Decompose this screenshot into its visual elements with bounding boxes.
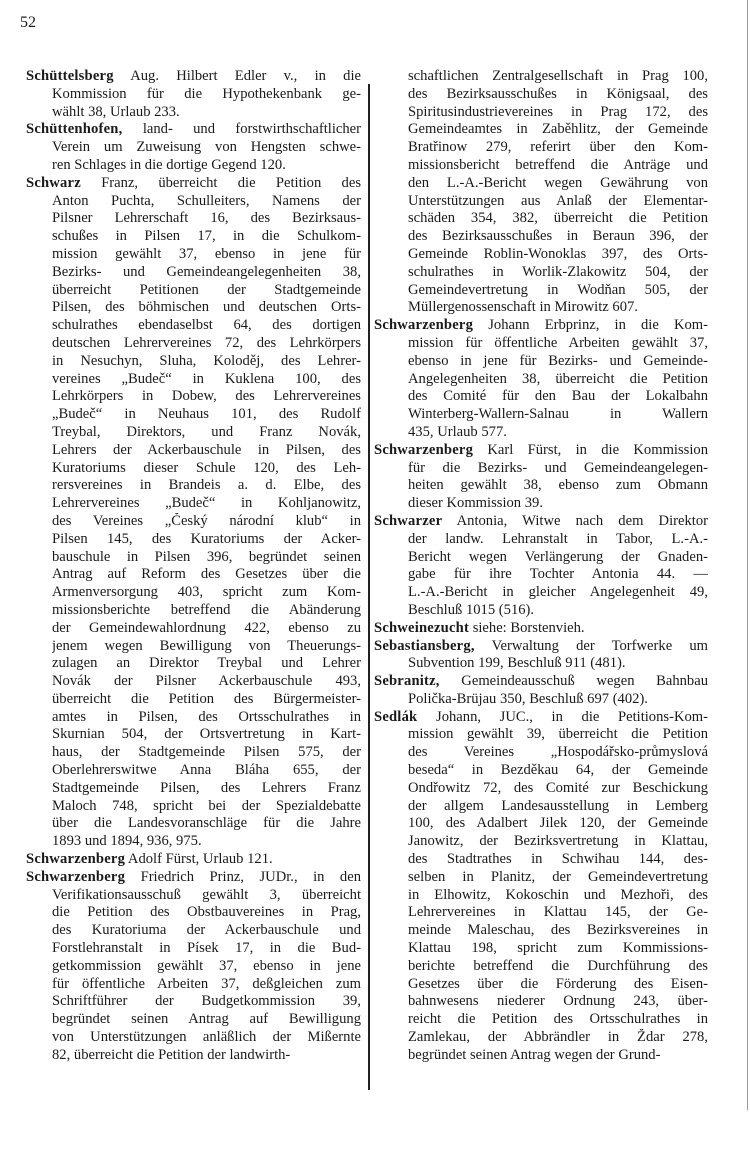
entry-line	[52, 904, 361, 922]
entry-text: Ondřowitz 72, des Comité zur Beschickung	[408, 779, 708, 796]
entry-line	[408, 869, 708, 887]
entry-line	[52, 1011, 361, 1029]
entry-line	[52, 335, 361, 353]
entry-text: begründet seinen Antrag wegen der Grund-	[408, 1046, 661, 1063]
entry-line	[52, 1047, 361, 1065]
column-divider	[368, 84, 370, 1090]
entry-line	[52, 513, 361, 531]
entry-text: wählt 38, Urlaub 233.	[52, 103, 180, 120]
entry-text: des Kuratoriuma der Ackerbauschule und	[52, 922, 361, 939]
entry-text: Verifikationsausschuß gewählt 3, überreicht	[52, 886, 361, 903]
entry-line	[408, 353, 708, 371]
entry-line	[408, 282, 708, 300]
index-column-right	[374, 68, 708, 1065]
entry-line	[408, 993, 708, 1011]
entry-line	[408, 371, 708, 389]
entry-text: Armenversorgung 403, spricht zum Kom-	[52, 584, 361, 601]
entry-line	[408, 584, 708, 602]
entry-text: Skurnian 504, der Ortsvertretung in Kart-	[52, 726, 361, 743]
entry-line	[52, 388, 361, 406]
entry-line	[52, 86, 361, 104]
entry-text: schulrathes in Worlik-Zlakowitz 504, der	[408, 263, 708, 280]
entry-line	[374, 513, 708, 531]
entry-line	[52, 228, 361, 246]
entry-line	[408, 193, 708, 211]
entry-line	[408, 175, 708, 193]
entry-headword: Schwarz	[26, 174, 81, 191]
entry-line	[374, 709, 708, 727]
entry-text: Franz, überreicht die Petition des	[101, 174, 361, 191]
entry-text: Zamlekau, der Abbrändler in Ždar 278,	[408, 1029, 708, 1046]
entry-text: reicht die Petition des Ortsschulrathes in	[408, 1011, 708, 1028]
entry-text: Müllergenossenschaft in Mirowitz 607.	[408, 299, 638, 316]
entry-line	[52, 691, 361, 709]
entry-line	[374, 620, 708, 638]
entry-line	[408, 68, 708, 86]
index-entry	[374, 673, 708, 709]
entry-line	[52, 442, 361, 460]
entry-text: mission für öffentliche Arbeiten gewählt 37,	[408, 334, 708, 351]
entry-line	[52, 531, 361, 549]
entry-line	[408, 139, 708, 157]
entry-headword: Schwarzenberg	[26, 868, 126, 885]
entry-headword: Schüttelsberg	[26, 68, 114, 84]
entry-line	[408, 549, 708, 567]
entry-line	[408, 495, 708, 513]
entry-text: für öffentliche Arbeiten 37, deßgleichen zum	[52, 975, 361, 992]
entry-line	[52, 139, 361, 157]
index-entry	[18, 851, 361, 869]
entry-text: 435, Urlaub 577.	[408, 423, 507, 440]
entry-headword: Schwarzer	[374, 512, 443, 529]
entry-headword: Sebastiansberg,	[374, 637, 475, 654]
entry-line	[52, 833, 361, 851]
entry-text: Johann Erbprinz, in die Kom-	[488, 317, 708, 334]
entry-line	[52, 246, 361, 264]
entry-text: des Bezirksausschußes in Königsaal, des	[408, 85, 708, 102]
entry-text: land- und forstwirthschaftlicher	[142, 121, 361, 138]
entry-line	[52, 620, 361, 638]
entry-line	[408, 904, 708, 922]
entry-line	[408, 798, 708, 816]
entry-line	[52, 993, 361, 1011]
entry-text: Antrag auf Reform des Gesetzes über die	[52, 566, 361, 583]
entry-text: jenem wegen Bewilligung von Theuerungs-	[52, 637, 361, 654]
index-entry	[18, 175, 361, 851]
entry-text: in Elhowitz, Kokoschin und Mezhoři, des	[408, 886, 708, 903]
entry-line	[408, 210, 708, 228]
entry-line	[52, 815, 361, 833]
entry-line	[52, 958, 361, 976]
entry-text: Aug. Hilbert Edler v., in die	[130, 68, 361, 84]
entry-text: die Petition des Obstbauvereines in Prag,	[52, 904, 361, 921]
entry-text: von Unterstützungen anläßlich der Mißernte	[52, 1029, 361, 1046]
entry-line	[408, 815, 708, 833]
entry-text: für die Bezirks- und Gemeindeangelegen-	[408, 459, 708, 476]
entry-line	[408, 460, 708, 478]
entry-text: vereines „Budeč“ in Kuklena 100, des	[52, 370, 361, 387]
entry-line	[52, 638, 361, 656]
entry-line	[374, 638, 708, 656]
entry-line	[52, 549, 361, 567]
index-entry	[374, 620, 708, 638]
entry-text: ren Schlages in die dortige Gegend 120.	[52, 156, 286, 173]
entry-text: 100, des Adalbert Jilek 120, der Gemeinde	[408, 815, 708, 832]
entry-text: deutschen Lehrervereines 72, des Lehrkörpers	[52, 334, 361, 351]
entry-headword: Schüttenhofen,	[26, 121, 123, 138]
entry-text: Lehrers der Ackerbauschule in Pilsen, des	[52, 441, 361, 458]
entry-line	[52, 264, 361, 282]
entry-line	[52, 940, 361, 958]
entry-text: des Comité für den Bau der Lokalbahn	[408, 388, 708, 405]
entry-text: Pilsen, des böhmischen und deutschen Orts-	[52, 299, 361, 316]
entry-line	[52, 495, 361, 513]
entry-line	[408, 157, 708, 175]
entry-text: der Gemeindewahlordnung 422, ebenso zu	[52, 619, 361, 636]
entry-line	[408, 602, 708, 620]
entry-line	[408, 1047, 708, 1065]
entry-line	[408, 104, 708, 122]
entry-line	[408, 246, 708, 264]
entry-text: dieser Kommission 39.	[408, 495, 543, 512]
entry-line	[52, 317, 361, 335]
entry-line	[52, 210, 361, 228]
index-entry	[374, 513, 708, 620]
entry-line	[408, 744, 708, 762]
entry-text: Kuratoriums dieser Schule 120, des Leh-	[52, 459, 361, 476]
entry-line	[52, 477, 361, 495]
entry-text: 1893 und 1894, 936, 975.	[52, 833, 202, 850]
entry-line	[408, 121, 708, 139]
entry-text: Gesetzes über die Förderung des Eisen-	[408, 975, 708, 992]
entry-text: siehe: Borstenvieh.	[472, 619, 585, 636]
entry-line	[408, 780, 708, 798]
entry-text: schulrathes ebendaselbst 64, des dortigen	[52, 317, 361, 334]
entry-line	[408, 833, 708, 851]
entry-text: Schriftführer der Budgetkommission 39,	[52, 993, 361, 1010]
entry-text: getkommission gewählt 37, ebenso in jene	[52, 957, 361, 974]
entry-text: in Nesuchyn, Sluha, Koloděj, des Lehrer-	[52, 352, 361, 369]
entry-line	[408, 958, 708, 976]
entry-text: beseda“ in Bezděkau 64, der Gemeinde	[408, 762, 708, 779]
entry-text: Janowitz, der Bezirksvertretung in Klattau,	[408, 833, 708, 850]
entry-text: der landw. Lehranstalt in Tabor, L.-A.-	[408, 530, 708, 547]
entry-line	[408, 335, 708, 353]
entry-line	[408, 887, 708, 905]
entry-text: Gemeindeamtes in Zaběhlitz, der Gemeinde	[408, 121, 708, 138]
entry-text: Verwaltung der Torfwerke um	[491, 637, 708, 654]
entry-text: des Bezirksausschußes in Beraun 396, der	[408, 228, 708, 245]
entry-text: Polička-Brüjau 350, Beschluß 697 (402).	[408, 690, 648, 707]
entry-text: bauschule in Pilsen 396, begründet seinen	[52, 548, 361, 565]
entry-text: heiten gewählt 38, ebenso zum Obmann	[408, 477, 708, 494]
entry-text: über die Landesvoranschläge für die Jahre	[52, 815, 361, 832]
entry-text: bahnwesens niederer Ordnung 243, über-	[408, 993, 708, 1010]
page-number: 52	[20, 14, 36, 31]
entry-line	[26, 869, 361, 887]
entry-line	[408, 922, 708, 940]
entry-line	[26, 175, 361, 193]
entry-text: Adolf Fürst, Urlaub 121.	[127, 851, 273, 868]
index-column-left	[18, 68, 361, 1065]
entry-line	[52, 584, 361, 602]
entry-line	[52, 353, 361, 371]
entry-line	[52, 887, 361, 905]
index-entry	[374, 317, 708, 442]
entry-text: rersvereines in Brandeis a. d. Elbe, des	[52, 477, 361, 494]
entry-text: 82, überreicht die Petition der landwirth-	[52, 1046, 291, 1063]
entry-text: des Vereines „Hospodářsko-průmyslová	[408, 744, 708, 761]
entry-text: meinde Maleschau, des Bezirksvereines in	[408, 922, 708, 939]
entry-text: Angelegenheiten 38, überreicht die Petition	[408, 370, 708, 387]
entry-line	[408, 477, 708, 495]
entry-text: Antonia, Witwe nach dem Direktor	[456, 512, 708, 529]
entry-text: begründet seinen Antrag auf Bewilligung	[52, 1011, 361, 1028]
entry-line	[26, 121, 361, 139]
entry-text: Klattau 198, spricht zum Kommissions-	[408, 940, 708, 957]
entry-text: Lehrervereines „Budeč“ in Kohljanowitz,	[52, 495, 361, 512]
entry-text: missionsbericht betreffend die Anträge und	[408, 156, 708, 173]
entry-line	[408, 1011, 708, 1029]
entry-text: Winterberg-Wallern-Salnau in Wallern	[408, 406, 708, 423]
entry-line	[52, 460, 361, 478]
entry-line	[52, 726, 361, 744]
entry-line	[408, 299, 708, 317]
entry-text: zulagen an Direktor Treybal und Lehrer	[52, 655, 361, 672]
index-entry	[18, 869, 361, 1065]
entry-text: Pilsner Lehrerschaft 16, des Bezirksaus-	[52, 210, 361, 227]
index-entry	[18, 68, 361, 121]
entry-text: schaftlichen Zentralgesellschaft in Prag 100,	[408, 68, 708, 84]
entry-line	[408, 86, 708, 104]
entry-text: Subvention 199, Beschluß 911 (481).	[408, 655, 626, 672]
entry-line	[52, 744, 361, 762]
entry-line	[52, 922, 361, 940]
entry-line	[408, 762, 708, 780]
entry-line	[408, 388, 708, 406]
entry-text: selben in Planitz, der Gemeindevertretung	[408, 868, 708, 885]
entry-text: Spiritusindustrievereines in Prag 172, des	[408, 103, 708, 120]
entry-line	[52, 157, 361, 175]
entry-line	[52, 602, 361, 620]
entry-line	[52, 709, 361, 727]
entry-text: Unterstützungen aus Anlaß der Elementar-	[408, 192, 708, 209]
entry-text: Friedrich Prinz, JUDr., in den	[140, 868, 361, 885]
entry-line	[374, 317, 708, 335]
index-entry	[374, 638, 708, 674]
entry-line	[408, 228, 708, 246]
entry-line	[374, 673, 708, 691]
entry-text: Forstlehranstalt in Písek 17, in die Bud-	[52, 940, 361, 957]
entry-text: Treybal, Direktors, und Franz Novák,	[52, 423, 361, 440]
entry-line	[408, 726, 708, 744]
entry-text: schußes in Pilsen 17, in die Schulkom-	[52, 228, 361, 245]
entry-text: Lehrervereines in Klattau 145, der Ge-	[408, 904, 708, 921]
entry-text: Karl Fürst, in die Kommission	[487, 441, 708, 458]
index-entry	[374, 68, 708, 317]
entry-headword: Schwarzenberg	[374, 441, 474, 458]
entry-text: Kommission für die Hypothekenbank ge-	[52, 85, 361, 102]
entry-text: Novák der Pilsner Ackerbauschule 493,	[52, 673, 361, 690]
entry-line	[26, 851, 361, 869]
entry-line	[408, 424, 708, 442]
entry-line	[408, 976, 708, 994]
entry-line	[52, 371, 361, 389]
entry-text: Pilsen 145, des Kuratoriums der Acker-	[52, 530, 361, 547]
entry-text: missionsberichte betreffend die Abänderung	[52, 601, 361, 618]
entry-text: L.-A.-Bericht in gleicher Angelegenheit 49,	[408, 584, 708, 601]
entry-text: Stadtgemeinde Pilsen, des Lehrers Franz	[52, 779, 361, 796]
entry-line	[408, 655, 708, 673]
page-edge	[747, 0, 748, 1110]
entry-line	[52, 655, 361, 673]
entry-line	[52, 566, 361, 584]
entry-text: des Vereines „Český národní klub“ in	[52, 512, 361, 529]
entry-text: gabe für ihre Tochter Antonia 44. —	[408, 566, 708, 583]
entry-line	[52, 299, 361, 317]
entry-text: Gemeindevertretung in Wodňan 505, der	[408, 281, 708, 298]
entry-line	[408, 406, 708, 424]
entry-line	[52, 798, 361, 816]
entry-headword: Sedlák	[374, 708, 418, 725]
entry-text: „Budeč“ in Neuhaus 101, des Rudolf	[52, 406, 361, 423]
index-entry	[374, 442, 708, 513]
entry-line	[52, 780, 361, 798]
entry-line	[408, 1029, 708, 1047]
entry-line	[52, 1029, 361, 1047]
entry-line	[52, 406, 361, 424]
entry-text: Beschluß 1015 (516).	[408, 601, 535, 618]
entry-text: Johann, JUC., in die Petitions-Kom-	[436, 708, 708, 725]
entry-line	[374, 442, 708, 460]
entry-text: mission gewählt 37, ebenso in jene für	[52, 245, 361, 262]
entry-line	[52, 193, 361, 211]
entry-text: überreicht die Petition des Bürgermeister-	[52, 690, 361, 707]
entry-text: haus, der Stadtgemeinde Pilsen 575, der	[52, 744, 361, 761]
entry-headword: Schwarzenberg	[26, 851, 126, 868]
entry-line	[408, 264, 708, 282]
entry-line	[408, 691, 708, 709]
entry-text: schäden 354, 382, überreicht die Petition	[408, 210, 708, 227]
entry-text: Bezirks- und Gemeindeangelegenheiten 38,	[52, 263, 361, 280]
entry-line	[408, 851, 708, 869]
entry-text: mission gewählt 39, überreicht die Petition	[408, 726, 708, 743]
entry-text: berichte betreffend die Durchführung des	[408, 957, 708, 974]
entry-text: Verein um Zuweisung von Hengsten schwe-	[52, 139, 361, 156]
entry-text: Bratřinow 279, referirt über den Kom-	[408, 139, 708, 156]
entry-line	[52, 424, 361, 442]
entry-text: Maloch 748, spricht bei der Spezialdebatte	[52, 797, 361, 814]
entry-line	[408, 566, 708, 584]
entry-text: Gemeinde Roblin-Wonoklas 397, des Orts-	[408, 245, 708, 262]
entry-text: des Stadtrathes in Schwihau 144, des-	[408, 851, 708, 868]
index-entry	[18, 121, 361, 174]
entry-text: Oberlehrerswitwe Anna Bláha 655, der	[52, 762, 361, 779]
entry-headword: Schweinezucht	[374, 619, 470, 636]
entry-line	[52, 282, 361, 300]
entry-text: Bericht wegen Verlängerung der Gnaden-	[408, 548, 708, 565]
entry-line	[408, 940, 708, 958]
entry-text: ebenso in jene für Bezirks- und Gemeinde-	[408, 352, 708, 369]
entry-line	[408, 531, 708, 549]
entry-text: Lehrkörpers in Dobew, des Lehrervereines	[52, 388, 361, 405]
entry-text: den L.-A.-Bericht wegen Gewährung von	[408, 174, 708, 191]
entry-text: Gemeindeausschuß wegen Bahnbau	[461, 673, 708, 690]
entry-line	[52, 673, 361, 691]
entry-text: amtes in Pilsen, des Ortsschulrathes in	[52, 708, 361, 725]
entry-text: Anton Puchta, Schulleiters, Namens der	[52, 192, 361, 209]
entry-text: der allgem Landesausstellung in Lemberg	[408, 797, 708, 814]
entry-line	[26, 68, 361, 86]
entry-text: überreicht Petitionen der Stadtgemeinde	[52, 281, 361, 298]
entry-line	[52, 104, 361, 122]
entry-headword: Sebranitz,	[374, 673, 440, 690]
entry-headword: Schwarzenberg	[374, 317, 474, 334]
entry-line	[52, 976, 361, 994]
entry-line	[52, 762, 361, 780]
index-entry	[374, 709, 708, 1065]
